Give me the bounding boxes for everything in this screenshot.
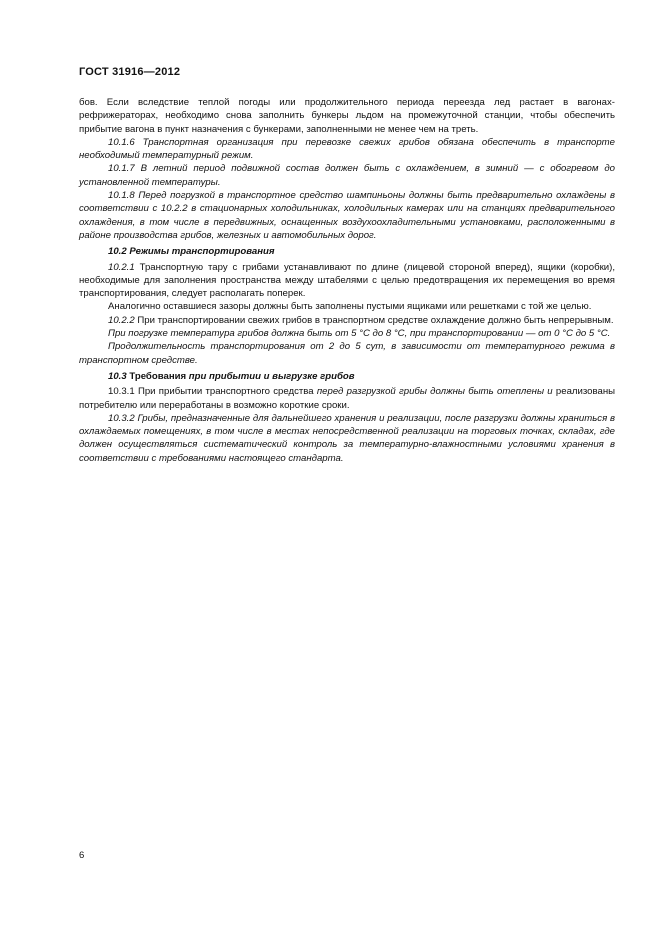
document-header: ГОСТ 31916—2012 [79, 66, 181, 78]
section-heading-10-2: 10.2 Режимы транспортирования [108, 246, 275, 258]
paragraph-10-3-1 [79, 385, 615, 412]
clause-text-a: 10.3.1 При прибытии транспортного средства [108, 386, 314, 398]
heading-text-part2: при прибытии и выгрузке грибов [188, 370, 355, 382]
clause-text-c: реализованы потребителю или переработаны в возможно короткие сроки. [79, 386, 616, 411]
clause-number: 10.2.1 [108, 261, 135, 273]
paragraph-10-2-2 [79, 314, 615, 327]
paragraph-duration: Продолжительность транспортирования от 2 до 5 сут, в зависимости от температурного режима в транспортном средстве. [79, 341, 615, 366]
paragraph-10-1-7: 10.1.7 В летний период подвижной состав должен быть с охлаждением, в зимний — с обогревом до установленной температуры. [79, 163, 615, 188]
page-number: 6 [79, 850, 85, 861]
clause-number: 10.2.2 [108, 314, 135, 326]
clause-text-b: перед разгрузкой грибы должны быть отеплены и [316, 386, 553, 398]
paragraph-continuation: бов. Если вследствие теплой погоды или продолжительного периода переезда лед растает в вагонах-рефрижераторах, необходимо снова заполнить бункеры льдом на промежуточной станции, чтобы обеспечить прибытие вагона в пункт назначения с бункерами, заполненными не менее чем на треть. [79, 97, 615, 135]
paragraph-gaps: Аналогично оставшиеся зазоры должны быть заполнены пустыми ящиками или решетками с той же целью. [108, 301, 592, 313]
section-heading-10-3 [79, 370, 615, 383]
clause-text: Транспортную тару с грибами устанавливают по длине (лицевой стороной вперед), ящики (коробки), необходимые для заполнения пространства между штабелями с целью предотвращения их перемещения во время транспортирования, следует располагать поперек. [79, 261, 615, 300]
heading-number: 10.3 [108, 370, 127, 382]
paragraph-10-2-1 [79, 261, 615, 301]
paragraph-temperature: При погрузке температура грибов должна быть от 5 °С до 8 °С, при транспортировании — от 0 °С до 5 °С. [108, 328, 611, 340]
paragraph-10-1-8: 10.1.8 Перед погрузкой в транспортное средство шампиньоны должны быть предварительно охлаждены в соответствии с 10.2.2 в стационарных холодильниках, холодильных камерах или на станциях предварительного охлаждения, в том числе в передвижных, оснащенных воздухоохладительными установками, расположенными в районе производства грибов, железных и автомобильных дорог. [79, 190, 615, 241]
page-body [79, 96, 615, 465]
paragraph-10-3-2: 10.3.2 Грибы, предназначенные для дальнейшего хранения и реализации, после разгрузки должны храниться в охлаждаемых помещениях, в том числе в местах непосредственной реализации на торговых точках, складах, где должен осуществляться систематический контроль за температурно-влажностными условиями хранения в соответствии с требованиями настоящего стандарта. [79, 412, 615, 464]
clause-text: При транспортировании свежих грибов в транспортном средстве охлаждение должно быть непрерывным. [137, 314, 614, 326]
heading-text-part1: Требования [129, 370, 187, 382]
paragraph-10-1-6: 10.1.6 Транспортная организация при перевозке свежих грибов обязана обеспечить в транспорте необходимый температурный режим. [79, 136, 615, 162]
